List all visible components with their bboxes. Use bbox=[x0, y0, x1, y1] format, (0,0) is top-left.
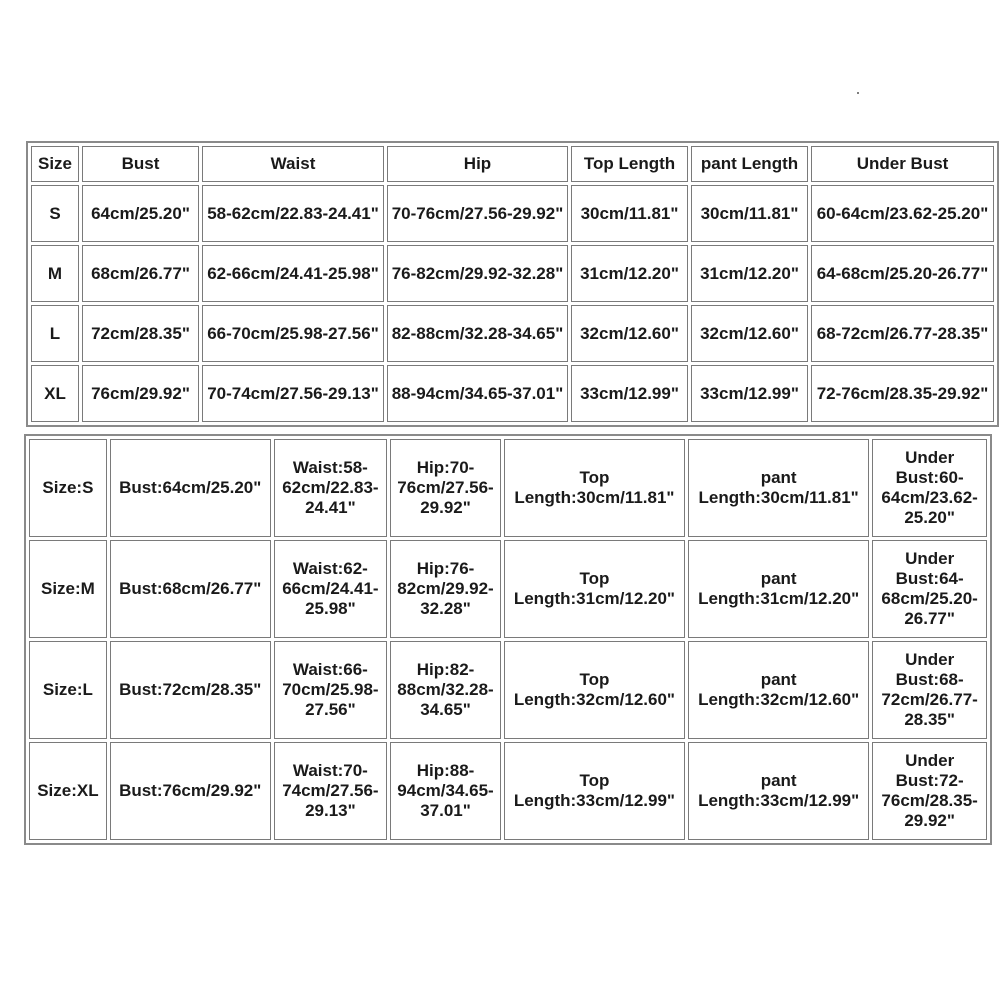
table-cell: 70-76cm/27.56-29.92" bbox=[387, 185, 568, 242]
table-cell: Top Length:30cm/11.81" bbox=[504, 439, 685, 537]
table-cell: Under Bust:60-64cm/23.62-25.20" bbox=[872, 439, 987, 537]
table-cell: 30cm/11.81" bbox=[571, 185, 688, 242]
size-chart-table-labeled bbox=[24, 434, 992, 845]
table-cell: 32cm/12.60" bbox=[571, 305, 688, 362]
table-cell: 66-70cm/25.98-27.56" bbox=[202, 305, 384, 362]
table-row bbox=[29, 742, 987, 840]
table-cell: Hip:88-94cm/34.65-37.01" bbox=[390, 742, 501, 840]
table-row bbox=[29, 439, 987, 537]
table-row bbox=[31, 185, 994, 242]
table-row bbox=[29, 540, 987, 638]
table-cell: pant Length:31cm/12.20" bbox=[688, 540, 869, 638]
table-cell: Bust:64cm/25.20" bbox=[110, 439, 271, 537]
table-cell: Under Bust:72-76cm/28.35-29.92" bbox=[872, 742, 987, 840]
header-cell: Top Length bbox=[571, 146, 688, 182]
table-cell: Size:L bbox=[29, 641, 107, 739]
header-cell: pant Length bbox=[691, 146, 808, 182]
table-cell: Under Bust:68-72cm/26.77-28.35" bbox=[872, 641, 987, 739]
table-cell: 76cm/29.92" bbox=[82, 365, 199, 422]
table-cell: 31cm/12.20" bbox=[691, 245, 808, 302]
table-cell: 76-82cm/29.92-32.28" bbox=[387, 245, 568, 302]
header-cell: Waist bbox=[202, 146, 384, 182]
table-cell: Bust:72cm/28.35" bbox=[110, 641, 271, 739]
table-cell: 72cm/28.35" bbox=[82, 305, 199, 362]
table-cell: Waist:62-66cm/24.41-25.98" bbox=[274, 540, 388, 638]
table-cell: Size:S bbox=[29, 439, 107, 537]
table-cell: L bbox=[31, 305, 79, 362]
size-chart-table-compact bbox=[26, 141, 999, 427]
table-cell: 68-72cm/26.77-28.35" bbox=[811, 305, 994, 362]
table-cell: Size:M bbox=[29, 540, 107, 638]
table-cell: Under Bust:64-68cm/25.20-26.77" bbox=[872, 540, 987, 638]
table-cell: Size:XL bbox=[29, 742, 107, 840]
table-cell: 88-94cm/34.65-37.01" bbox=[387, 365, 568, 422]
table-cell: 70-74cm/27.56-29.13" bbox=[202, 365, 384, 422]
table-cell: pant Length:30cm/11.81" bbox=[688, 439, 869, 537]
table-cell: Bust:68cm/26.77" bbox=[110, 540, 271, 638]
table-cell: Hip:82-88cm/32.28-34.65" bbox=[390, 641, 501, 739]
table-cell: Waist:66-70cm/25.98-27.56" bbox=[274, 641, 388, 739]
table-row bbox=[31, 365, 994, 422]
table-row bbox=[31, 245, 994, 302]
table-cell: 62-66cm/24.41-25.98" bbox=[202, 245, 384, 302]
header-cell: Bust bbox=[82, 146, 199, 182]
table-cell: pant Length:32cm/12.60" bbox=[688, 641, 869, 739]
table-cell: 72-76cm/28.35-29.92" bbox=[811, 365, 994, 422]
table-cell: 58-62cm/22.83-24.41" bbox=[202, 185, 384, 242]
table-cell: Bust:76cm/29.92" bbox=[110, 742, 271, 840]
table-cell: 33cm/12.99" bbox=[571, 365, 688, 422]
table-cell: Waist:58-62cm/22.83-24.41" bbox=[274, 439, 388, 537]
table-cell: Hip:76-82cm/29.92-32.28" bbox=[390, 540, 501, 638]
table-cell: 82-88cm/32.28-34.65" bbox=[387, 305, 568, 362]
header-cell: Under Bust bbox=[811, 146, 994, 182]
table-cell: 31cm/12.20" bbox=[571, 245, 688, 302]
table-cell: S bbox=[31, 185, 79, 242]
table-cell: 68cm/26.77" bbox=[82, 245, 199, 302]
table-cell: 64cm/25.20" bbox=[82, 185, 199, 242]
table-cell: pant Length:33cm/12.99" bbox=[688, 742, 869, 840]
table-row bbox=[29, 641, 987, 739]
table-cell: Hip:70-76cm/27.56-29.92" bbox=[390, 439, 501, 537]
stray-dot bbox=[857, 92, 859, 94]
table-cell: XL bbox=[31, 365, 79, 422]
table-cell: Top Length:33cm/12.99" bbox=[504, 742, 685, 840]
header-cell: Hip bbox=[387, 146, 568, 182]
table-cell: Waist:70-74cm/27.56-29.13" bbox=[274, 742, 388, 840]
header-row bbox=[31, 146, 994, 182]
table-cell: 32cm/12.60" bbox=[691, 305, 808, 362]
table-row bbox=[31, 305, 994, 362]
header-cell: Size bbox=[31, 146, 79, 182]
table-cell: Top Length:32cm/12.60" bbox=[504, 641, 685, 739]
table-cell: Top Length:31cm/12.20" bbox=[504, 540, 685, 638]
table-cell: M bbox=[31, 245, 79, 302]
table-cell: 60-64cm/23.62-25.20" bbox=[811, 185, 994, 242]
table-cell: 33cm/12.99" bbox=[691, 365, 808, 422]
table-cell: 30cm/11.81" bbox=[691, 185, 808, 242]
table-cell: 64-68cm/25.20-26.77" bbox=[811, 245, 994, 302]
